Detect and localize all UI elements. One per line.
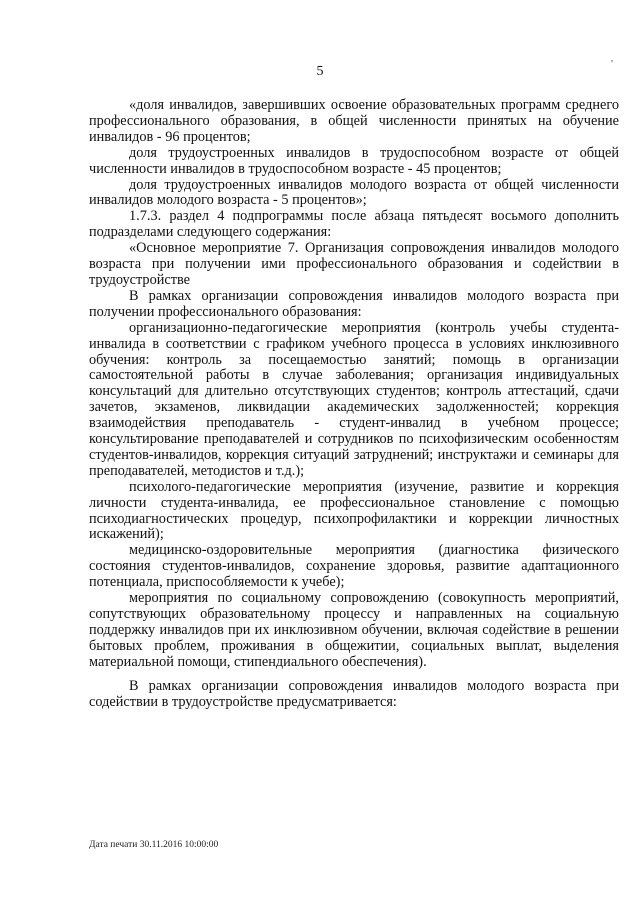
document-body (89, 98, 619, 710)
paragraph-education-support-intro: В рамках организации сопровождения инвалидов молодого возраста при получении профессионального образования: (89, 287, 619, 320)
paragraph-organizational-pedagogical: организационно-педагогические мероприятия (контроль учебы студента-инвалида в соответствии с графиком учебного процесса в условиях инклюзивного обучения: контроль за посещаемостью занятий; помощь в организации самостоятельной работы в случае заболевания; организация индивидуальных консультаций для длительно отсутствующих студентов; контроль аттестаций, сдачи зачетов, экзаменов, ликвидации академических задолженностей; коррекция взаимодействия преподаватель - студент-инвалид в учебном процессе; консультирование преподавателей и сотрудников по психофизическим особенностям студентов-инвалидов, коррекция ситуаций затруднений; инструктажи и семинары для преподавателей, методистов и т.д.); (89, 319, 619, 479)
paragraph-main-measure-7: «Основное мероприятие 7. Организация сопровождения инвалидов молодого возраста при получении ими профессионального образования и содействии в трудоустройстве (89, 240, 619, 288)
corner-mark: ' (611, 58, 613, 70)
paragraph-indicator-graduates: «доля инвалидов, завершивших освоение образовательных программ среднего профессионального образования, в общей численности принятых на обучение инвалидов - 96 процентов; (89, 97, 619, 145)
page-number: 5 (316, 64, 324, 79)
paragraph-medical-health: медицинско-оздоровительные мероприятия (диагностика физического состояния студентов-инвалидов, сохранение здоровья, развитие адаптационного потенциала, приспособляемости к учебе); (89, 542, 619, 591)
paragraph-indicator-employed: доля трудоустроенных инвалидов в трудоспособном возрасте от общей численности инвалидов в трудоспособном возрасте - 45 процентов; (89, 144, 619, 177)
paragraph-psychological-pedagogical: психолого-педагогические мероприятия (изучение, развитие и коррекция личности студента-инвалида, ее профессиональное становление с помощью психодиагностических процедур, психопрофилактики и коррекции личностных искажений); (89, 478, 619, 543)
paragraph-amendment-1-7-3: 1.7.3. раздел 4 подпрограммы после абзаца пятьдесят восьмого дополнить подразделами следующего содержания: (89, 208, 619, 241)
paragraph-social-support: мероприятия по социальному сопровождению (совокупность мероприятий, сопутствующих образовательному процессу и направленных на социальную поддержку инвалидов при их инклюзивном обучении, включая содействие в решении бытовых проблем, проживания в общежитии, социальных выплат, выделения материальной помощи, стипендиального обеспечения). (89, 590, 619, 670)
print-date-footer: Дата печати 30.11.2016 10:00:00 (89, 840, 219, 850)
paragraph-indicator-employed-young: доля трудоустроенных инвалидов молодого возраста от общей численности инвалидов молодого возраста - 5 процентов»; (89, 176, 619, 209)
paragraph-employment-support-intro: В рамках организации сопровождения инвалидов молодого возраста при содействии в трудоустройстве предусматривается: (89, 677, 619, 710)
